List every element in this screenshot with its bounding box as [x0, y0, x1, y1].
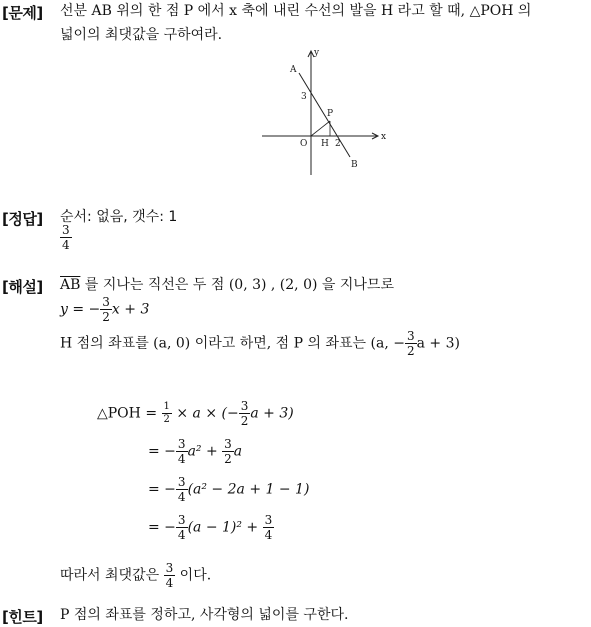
label-h: H	[321, 139, 329, 149]
segment-op	[311, 121, 330, 136]
solution-line-2	[60, 296, 149, 323]
area-eq-2-den: 4	[177, 452, 186, 466]
area-eq-1-end: a + 3)	[250, 405, 294, 422]
area-eq-3-end: (a² − 2a + 1 − 1)	[187, 481, 310, 498]
solution-line-3	[60, 330, 460, 357]
hint-line: P 점의 좌표를 정하고, 사각형의 넓이를 구한다.	[60, 607, 349, 623]
problem-tag: [문제]	[2, 4, 43, 22]
answer-tag: [정답]	[2, 210, 43, 228]
area-eq-1-den: 2	[163, 414, 170, 425]
area-eq-4-den2: 4	[264, 528, 273, 542]
area-eq-1-mid: × a × (−	[171, 405, 239, 422]
area-eq-2	[148, 438, 242, 465]
area-eq-2-den2: 2	[224, 452, 232, 466]
problem-line-1: 선분 AB 위의 한 점 P 에서 x 축에 내린 수선의 발을 H 라고 할 때, △POH 의	[60, 3, 532, 19]
conclusion-line	[60, 562, 211, 589]
area-eq-2-num: 3	[177, 437, 186, 451]
area-eq-4-mid: (a − 1)² +	[187, 519, 263, 536]
label-3: 3	[301, 92, 307, 102]
answer-denominator: 4	[62, 238, 70, 252]
area-eq-4-start: = −	[148, 519, 176, 536]
area-eq-4-num2: 3	[264, 513, 273, 527]
area-eq-3-num: 3	[177, 475, 186, 489]
answer-line: 순서: 없음, 갯수: 1	[60, 209, 178, 225]
area-eq-4	[148, 514, 274, 541]
area-eq-3	[148, 476, 309, 503]
answer-numerator: 3	[62, 223, 70, 237]
conclusion-start: 따라서 최댓값은	[60, 567, 164, 584]
coord-num: 3	[406, 329, 415, 343]
area-eq-2-mid: a² +	[187, 443, 223, 460]
area-eq-1-lhs: △POH =	[97, 405, 162, 422]
problem-line-2: 넓이의 최댓값을 구하여라.	[60, 27, 223, 43]
coord-text: H 점의 좌표를 (a, 0) 이라고 하면, 점 P 의 좌표는 (a, −	[60, 335, 405, 352]
eq-line-rhs: x + 3	[111, 301, 150, 318]
conclusion-den: 4	[165, 576, 174, 590]
solution-line-1-text: 를 지나는 직선은 두 점 (0, 3) , (2, 0) 을 지나므로	[80, 277, 394, 293]
area-eq-2-end: a	[233, 443, 243, 460]
area-eq-2-start: = −	[148, 443, 176, 460]
solution-tag: [해설]	[2, 278, 43, 296]
eq-line-den: 2	[102, 310, 110, 324]
area-eq-4-num: 3	[177, 513, 186, 527]
answer-value	[60, 224, 72, 251]
conclusion-num: 3	[165, 561, 174, 575]
coord-den: 2	[406, 344, 415, 358]
area-eq-1-num2: 3	[240, 399, 249, 413]
label-b: B	[351, 160, 358, 170]
area-eq-4-den: 4	[177, 528, 186, 542]
label-o: O	[300, 139, 308, 149]
coordinate-figure	[0, 45, 591, 225]
conclusion-end: 이다.	[175, 567, 212, 584]
eq-line-lhs: y = −	[60, 301, 101, 318]
eq-line-num: 3	[102, 295, 110, 309]
label-p: P	[327, 109, 334, 119]
area-eq-3-den: 4	[177, 490, 186, 504]
area-eq-2-num2: 3	[224, 437, 232, 451]
area-eq-1	[97, 400, 294, 427]
label-y: y	[314, 48, 320, 58]
label-x: x	[381, 132, 387, 142]
area-eq-3-start: = −	[148, 481, 176, 498]
hint-tag: [힌트]	[2, 608, 43, 626]
segment-ab-label: $\overline{AB}$	[60, 277, 81, 293]
label-2: 2	[335, 139, 341, 149]
area-eq-1-num: 1	[163, 401, 170, 412]
coord-end: a + 3)	[416, 335, 460, 352]
label-a: A	[290, 65, 297, 75]
area-eq-1-den2: 2	[240, 414, 249, 428]
solution-line-1	[60, 274, 394, 296]
